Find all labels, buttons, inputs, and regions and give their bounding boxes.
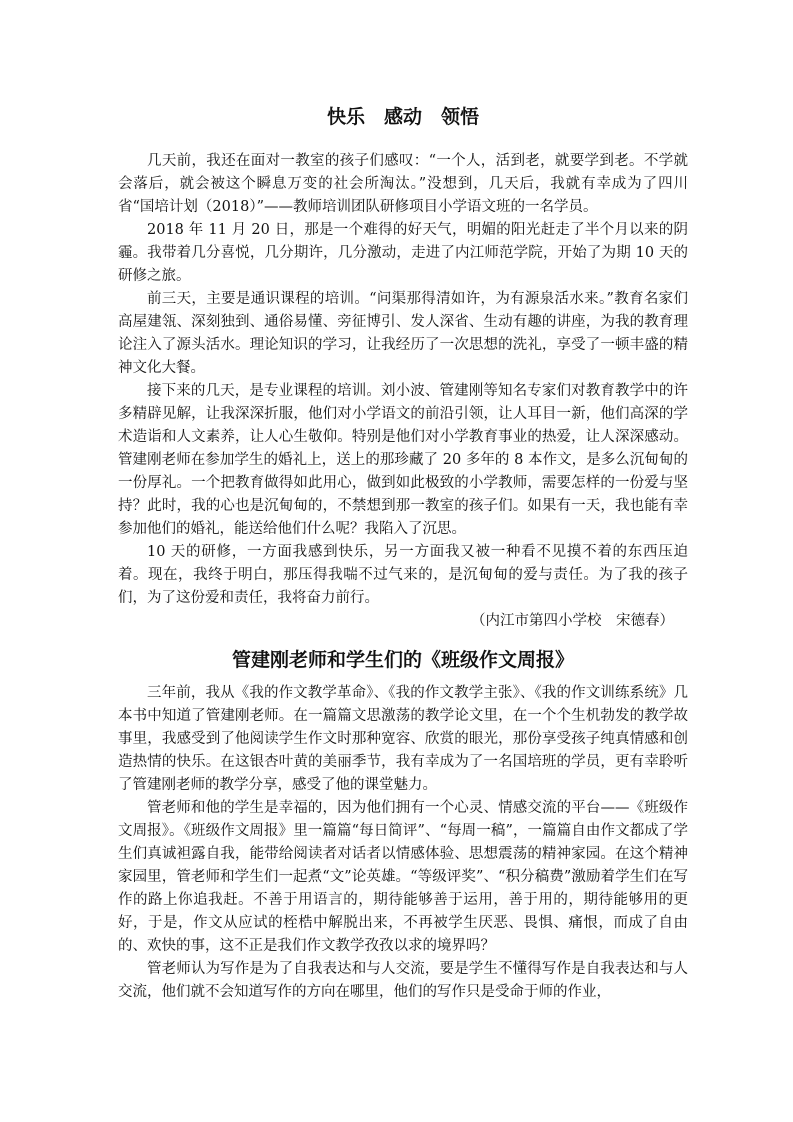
article-2-paragraph-3: 管老师认为写作是为了自我表达和与人交流，要是学生不懂得写作是自我表达和与人交流，他们就不会知道写作的方向在哪里，他们的写作只是受命于师的作业， <box>118 961 688 1000</box>
article-2-title: 管建刚老师和学生们的《班级作文周报》 <box>231 649 574 671</box>
article-1-body <box>118 150 688 633</box>
article-2-paragraph-2: 管老师和他的学生是幸福的，因为他们拥有一个心灵、情感交流的平台——《班级作文周报》。《班级作文周报》里一篇篇“每日简评”、“每周一稿”，一篇篇自由作文都成了学生们真诚袒露自我，能带给阅读者对话者以情感体验、思想震荡的精神家园。在这个精神家园里，管老师和学生们一起煮“文”论英雄。“等级评奖”、“积分稿费”激励着学生们在写作的路上你追我赶。不善于用语言的，期待能够善于运用，善于用的，期待能够用的更好，于是，作文从应试的桎梏中解脱出来，不再被学生厌恶、畏惧、痛恨，而成了自由的、欢快的事，这不正是我们作文教学孜孜以求的境界吗？ <box>118 800 688 954</box>
article-1-title: 快乐 感动 领悟 <box>326 106 479 128</box>
article-2-paragraph-1: 三年前，我从《我的作文教学革命》、《我的作文教学主张》、《我的作文训练系统》几本书中知道了管建刚老师。在一篇篇文思激荡的教学论文里，在一个个生机勃发的教学故事里，我感受到了他阅读学生作文时那种宽容、欣赏的眼光，那份享受孩子纯真情感和创造热情的快乐。在这银杏叶黄的美丽季节，我有幸成为了一名国培班的学员，更有幸聆听了管建刚老师的教学分享，感受了他的课堂魅力。 <box>118 685 688 793</box>
article-2-body <box>118 682 688 1004</box>
article-1-paragraph-3: 前三天，主要是通识课程的培训。“问渠那得清如许，为有源泉活水来。”教育名家们高屋建瓴、深刻独到、通俗易懂、旁征博引、发人深省、生动有趣的讲座，为我的教育理论注入了源头活水。理论知识的学习，让我经历了一次思想的洗礼，享受了一顿丰盛的精神文化大餐。 <box>118 291 688 376</box>
article-1-byline: （内江市第四小学校 宋德春） <box>471 613 674 629</box>
article-1-paragraph-1: 几天前，我还在面对一教室的孩子们感叹：“一个人，活到老，就要学到老。不学就会落后，就会被这个瞬息万变的社会所淘汰。”没想到，几天后，我就有幸成为了四川省“国培计划（2018）”——教师培训团队研修项目小学语文班的一名学员。 <box>118 153 688 215</box>
article-1-paragraph-5: 10 天的研修，一方面我感到快乐，另一方面我又被一种看不见摸不着的东西压迫着。现在，我终于明白，那压得我喘不过气来的，是沉甸甸的爱与责任。为了我的孩子们，为了这份爱和责任，我将奋力前行。 <box>118 544 688 606</box>
article-1-paragraph-2: 2018 年 11 月 20 日，那是一个难得的好天气，明媚的阳光赶走了半个月以来的阴霾。我带着几分喜悦，几分期许，几分激动，走进了内江师范学院，开始了为期 10 天的研修之旅。 <box>118 222 688 284</box>
article-1-paragraph-4: 接下来的几天，是专业课程的培训。刘小波、管建刚等知名专家们对教育教学中的许多精辟见解，让我深深折服，他们对小学语文的前沿引领，让人耳目一新，他们高深的学术造诣和人文素养，让人心生敬仰。特别是他们对小学教育事业的热爱，让人深深感动。管建刚老师在参加学生的婚礼上，送上的那珍藏了 20 多年的 8 本作文，是多么沉甸甸的一份厚礼。一个把教育做得如此用心，做到如此极致的小学教师，需要怎样的一份爱与坚持？此时，我的心也是沉甸甸的，不禁想到那一教室的孩子们。如果有一天，我也能有幸参加他们的婚礼，能送给他们什么呢？我陷入了沉思。 <box>118 383 688 537</box>
